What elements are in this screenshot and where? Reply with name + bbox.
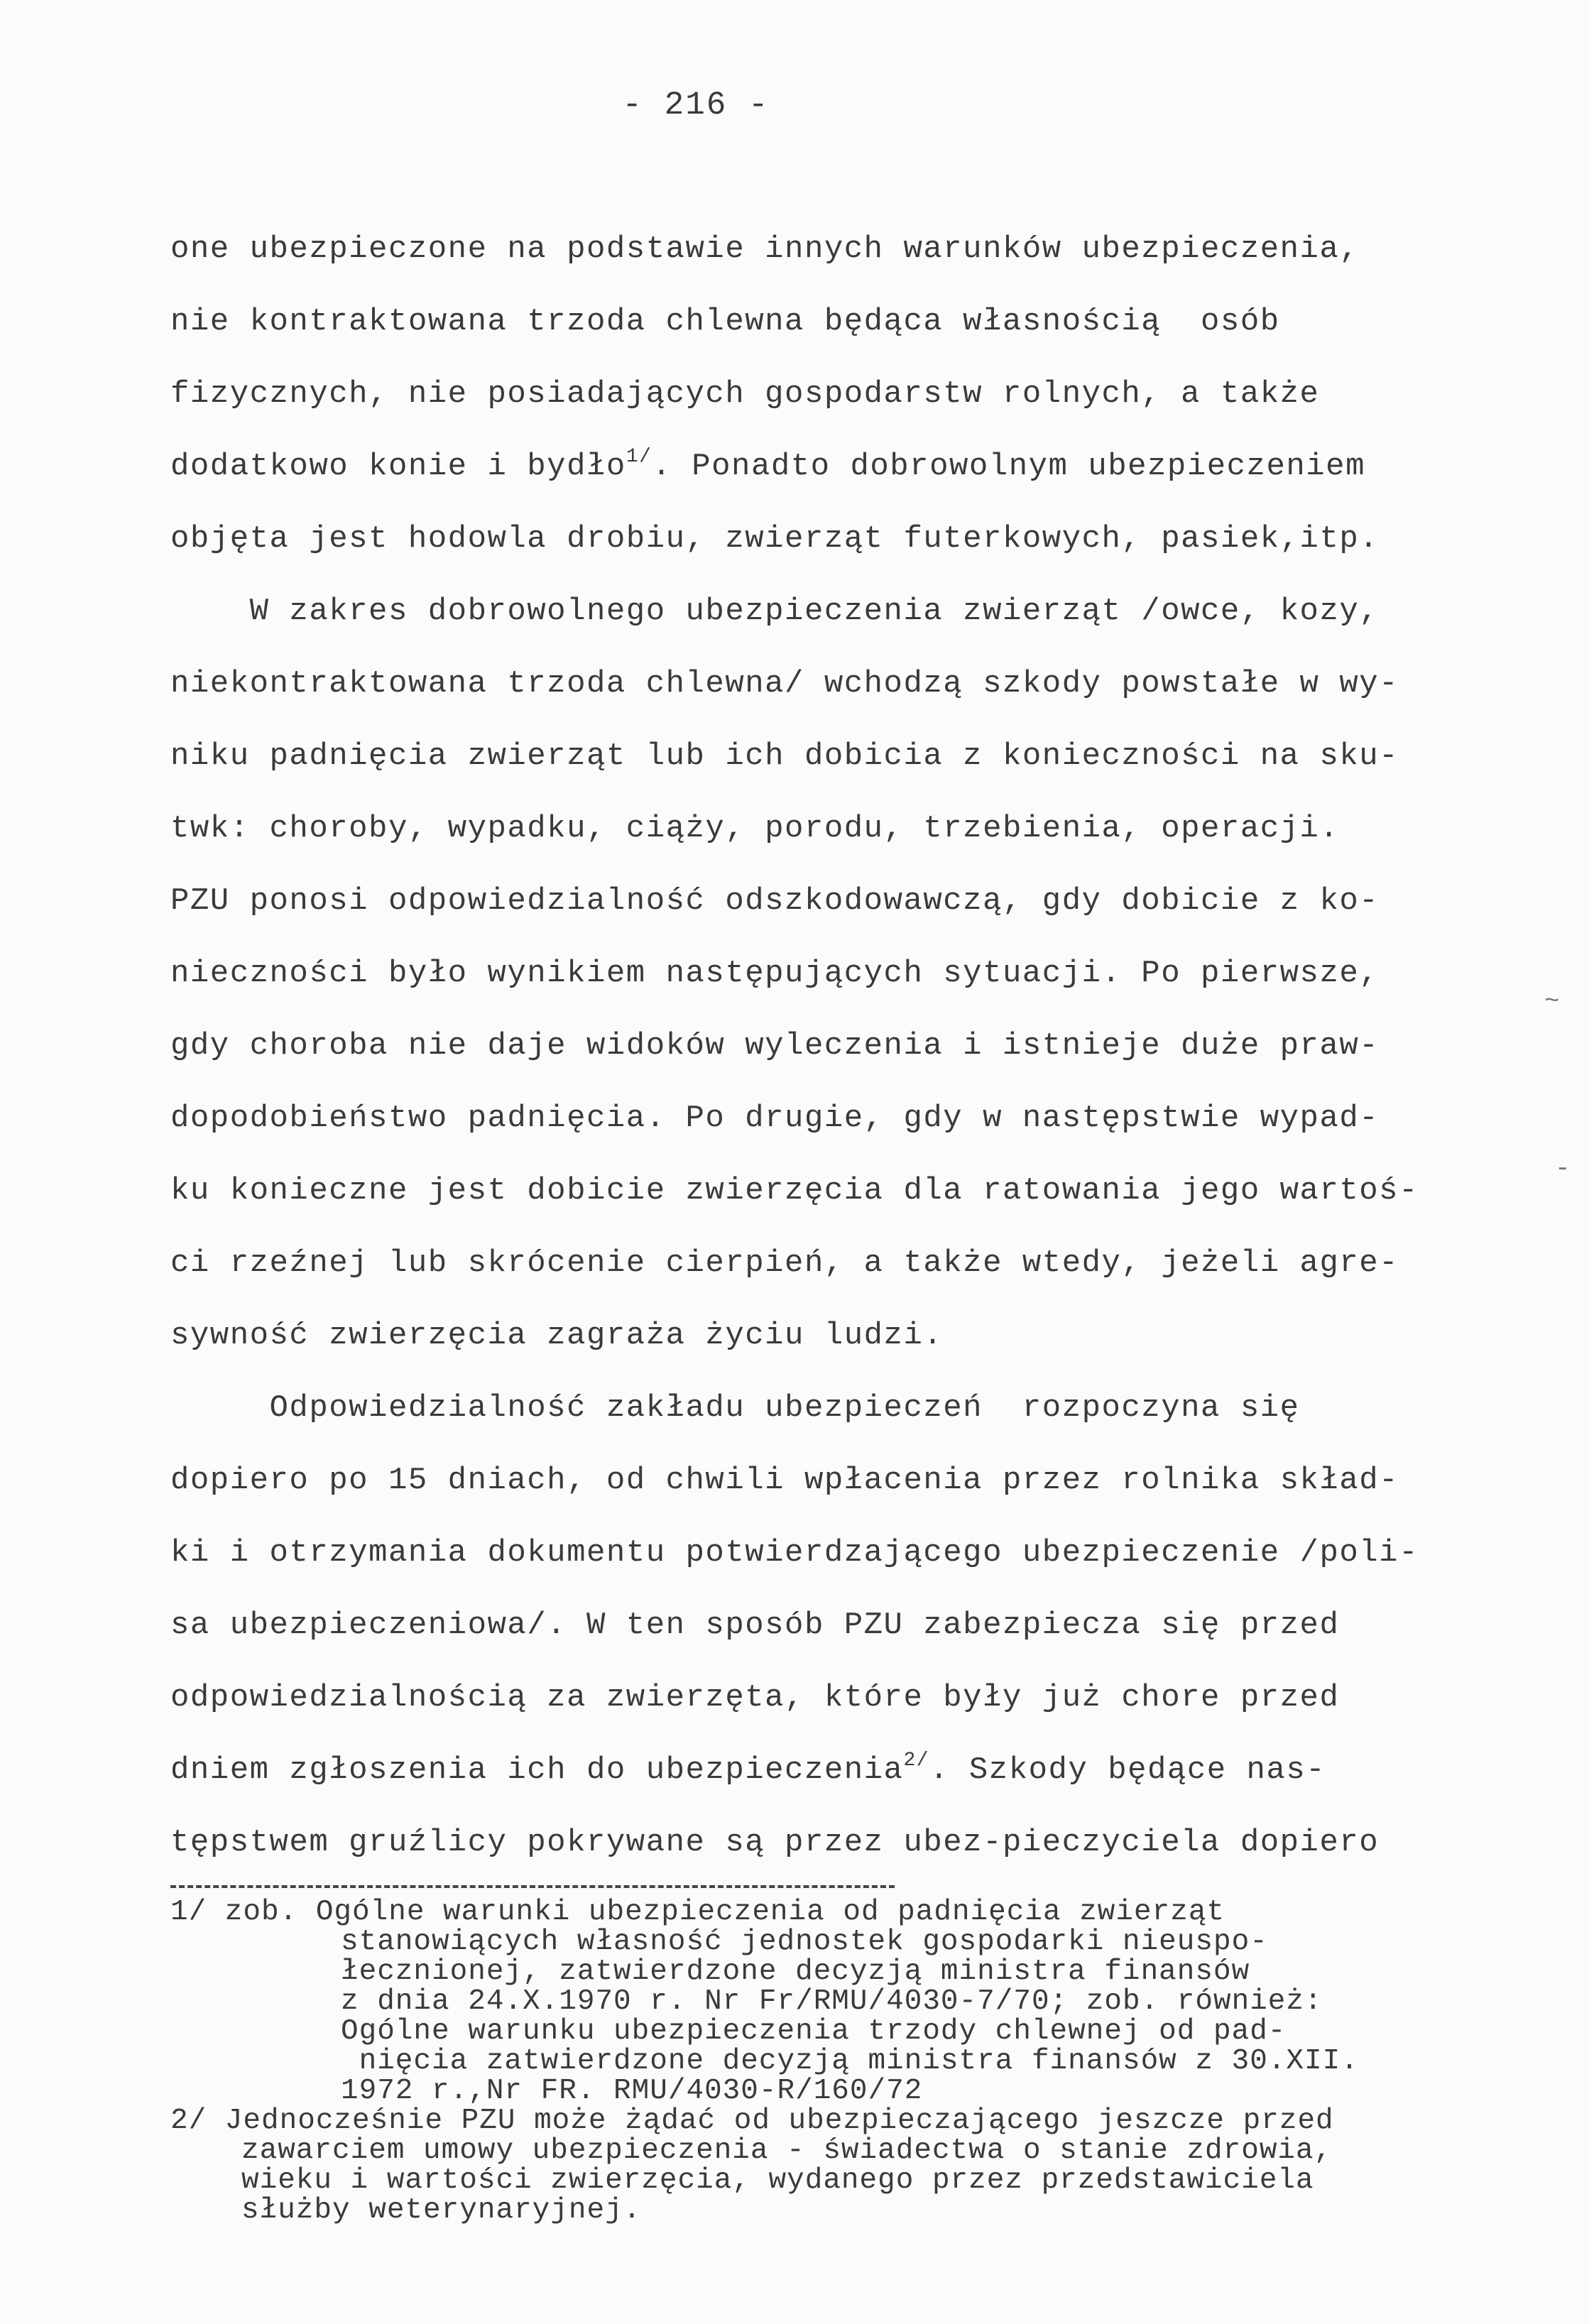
text-line: W zakres dobrowolnego ubezpieczenia zwierząt /owce, kozy, bbox=[170, 594, 1380, 629]
footnote-1-line: 1972 r.,Nr FR. RMU/4030-R/160/72 bbox=[341, 2075, 923, 2107]
footnote-2-line: służby weterynaryjnej. bbox=[241, 2194, 642, 2227]
text-line: PZU ponosi odpowiedzialność odszkodowawczą, gdy dobicie z ko- bbox=[170, 883, 1380, 919]
text-line: ci rzeźnej lub skrócenie cierpień, a także wtedy, jeżeli agre- bbox=[170, 1245, 1399, 1281]
footnote-1-line: 1/ zob. Ogólne warunki ubezpieczenia od padnięcia zwierząt bbox=[170, 1896, 1225, 1929]
text-line-with-footnote-ref bbox=[170, 1734, 1562, 1806]
footnote-2-line: zawarciem umowy ubezpieczenia - świadectwa o stanie zdrowia, bbox=[241, 2134, 1333, 2167]
footnote-1-line: nięcia zatwierdzone decyzją ministra finansów z 30.XII. bbox=[341, 2045, 1359, 2078]
text-line: dopodobieństwo padnięcia. Po drugie, gdy w następstwie wypad- bbox=[170, 1101, 1380, 1136]
text-line: nie kontraktowana trzoda chlewna będąca własnością osób bbox=[170, 304, 1280, 339]
margin-mark: - bbox=[1555, 1154, 1571, 1183]
text-line: tępstwem gruźlicy pokrywane są przez ubez-pieczyciela dopiero bbox=[170, 1825, 1380, 1860]
text-line: niekontraktowana trzoda chlewna/ wchodzą szkody powstałe w wy- bbox=[170, 666, 1399, 702]
text-line: dopiero po 15 dniach, od chwili wpłacenia przez rolnika skład- bbox=[170, 1463, 1399, 1498]
text-line: sa ubezpieczeniowa/. W ten sposób PZU zabezpiecza się przed bbox=[170, 1608, 1340, 1643]
text-line: gdy choroba nie daje widoków wyleczenia i istnieje duże praw- bbox=[170, 1028, 1380, 1064]
text-line: twk: choroby, wypadku, ciąży, porodu, trzebienia, operacji. bbox=[170, 811, 1340, 846]
footnote-2-line: wieku i wartości zwierzęcia, wydanego przez przedstawiciela bbox=[241, 2164, 1314, 2197]
footnote-separator bbox=[170, 1885, 895, 1888]
footnote-1-line: łecznionej, zatwierdzone decyzją ministra finansów bbox=[341, 1955, 1250, 1988]
page-number: - 216 - bbox=[622, 87, 770, 124]
footnote-2-line: 2/ Jednocześnie PZU może żądać od ubezpieczającego jeszcze przed bbox=[170, 2105, 1334, 2137]
text-fragment: dniem zgłoszenia ich do ubezpieczenia bbox=[170, 1752, 904, 1788]
margin-mark: ~ bbox=[1544, 987, 1560, 1016]
text-line: one ubezpieczone na podstawie innych warunków ubezpieczenia, bbox=[170, 231, 1360, 267]
text-fragment: . Ponadto dobrowolnym ubezpieczeniem bbox=[652, 449, 1365, 484]
footnote-ref-2: 2/ bbox=[903, 1750, 930, 1772]
text-line: ku konieczne jest dobicie zwierzęcia dla ratowania jego wartoś- bbox=[170, 1173, 1419, 1209]
footnote-1-line: z dnia 24.X.1970 r. Nr Fr/RMU/4030-7/70; zob. również: bbox=[341, 1985, 1323, 2018]
text-line-with-footnote-ref bbox=[170, 430, 1562, 503]
text-fragment: dodatkowo konie i bydło bbox=[170, 449, 626, 484]
text-line: odpowiedzialnością za zwierzęta, które były już chore przed bbox=[170, 1680, 1340, 1715]
text-fragment: . Szkody będące nas- bbox=[929, 1752, 1326, 1788]
text-line: sywność zwierzęcia zagraża życiu ludzi. bbox=[170, 1318, 944, 1353]
text-line: niku padnięcia zwierząt lub ich dobicia z konieczności na sku- bbox=[170, 738, 1399, 774]
footnote-1-line: stanowiących własność jednostek gospodarki nieuspo- bbox=[341, 1926, 1268, 1958]
main-text bbox=[170, 213, 1562, 1879]
text-line: Odpowiedzialność zakładu ubezpieczeń rozpoczyna się bbox=[170, 1390, 1300, 1426]
text-line: ki i otrzymania dokumentu potwierdzającego ubezpieczenie /poli- bbox=[170, 1535, 1419, 1571]
footnotes bbox=[170, 1897, 1576, 2225]
text-line: nieczności było wynikiem następujących sytuacji. Po pierwsze, bbox=[170, 956, 1380, 991]
footnote-1-line: Ogólne warunku ubezpieczenia trzody chlewnej od pad- bbox=[341, 2015, 1287, 2048]
footnote-ref-1: 1/ bbox=[626, 446, 652, 468]
text-line: objęta jest hodowla drobiu, zwierząt futerkowych, pasiek,itp. bbox=[170, 521, 1380, 557]
text-line: fizycznych, nie posiadających gospodarstw rolnych, a także bbox=[170, 376, 1320, 412]
